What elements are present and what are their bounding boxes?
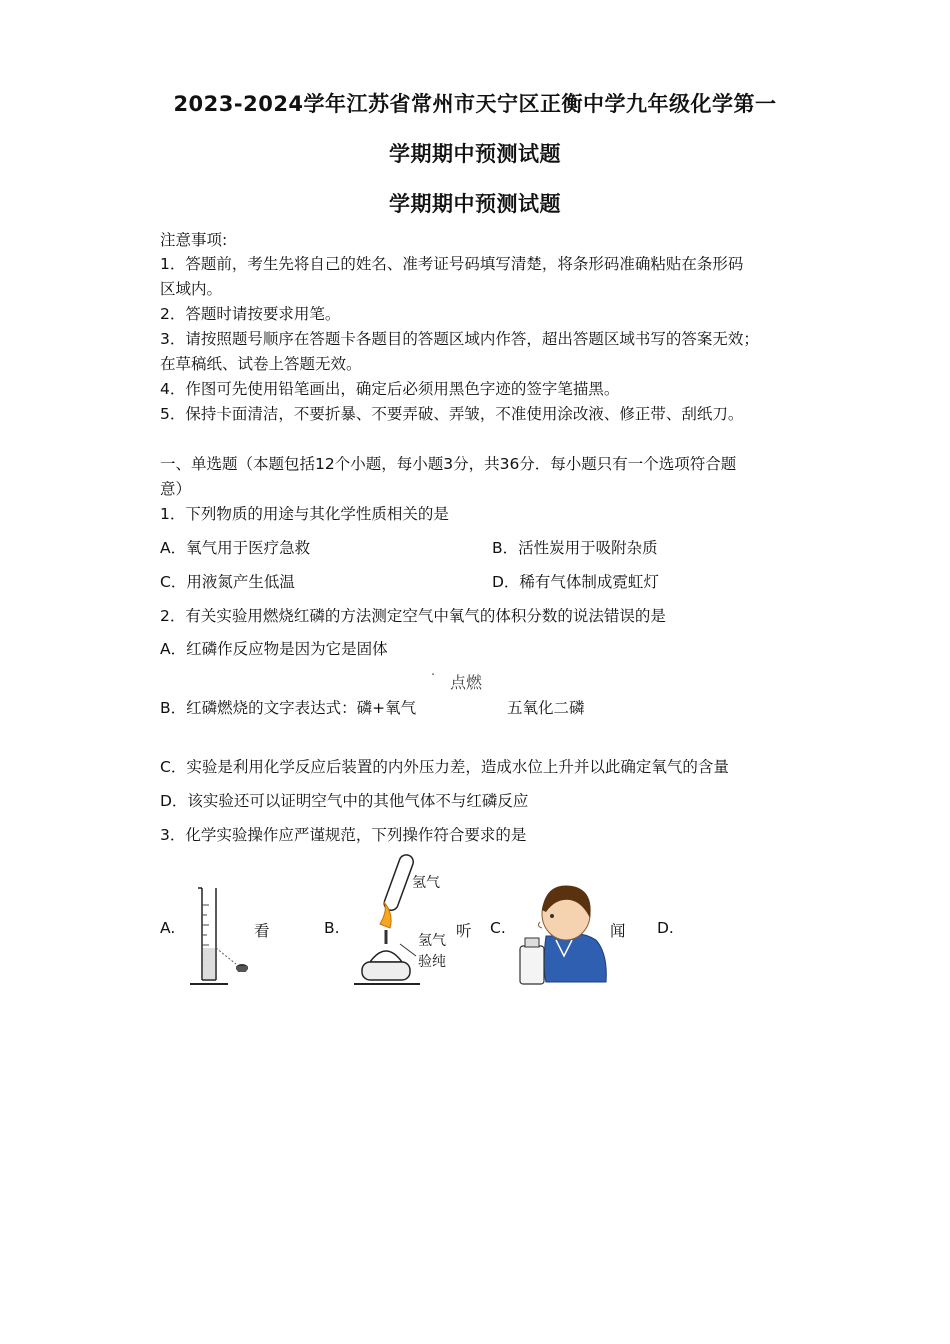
smelling-person-figure <box>516 876 608 988</box>
measuring-cylinder-figure <box>184 880 256 990</box>
page-subtitle: 学期期中预测试题 <box>389 142 561 166</box>
question-1-option-d: D．稀有气体制成霓虹灯 <box>492 573 659 591</box>
page-title: 2023-2024学年江苏省常州市天宁区正衡中学九年级化学第一 <box>173 92 777 116</box>
question-3-option-b-caption: 听 <box>456 922 472 940</box>
question-1-stem: 1．下列物质的用途与其化学性质相关的是 <box>160 505 449 523</box>
notice-item-3-cont: 在草稿纸、试卷上答题无效。 <box>160 355 362 373</box>
question-3-option-b-label: B. <box>324 919 340 937</box>
notice-item-4: 4．作图可先使用铅笔画出，确定后必须用黑色字迹的签字笔描黑。 <box>160 380 620 398</box>
section-heading: 一、单选题（本题包括12个小题，每小题3分，共36分．每小题只有一个选项符合题 <box>160 455 737 473</box>
question-2-option-b: B．红磷燃烧的文字表达式：磷+氧气 <box>160 699 417 717</box>
question-3-option-a-label: A. <box>160 919 176 937</box>
hydrogen-test-label-1: 氢气 <box>418 933 446 949</box>
question-3-stem: 3．化学实验操作应严谨规范，下列操作符合要求的是 <box>160 826 527 844</box>
notice-item-2: 2．答题时请按要求用笔。 <box>160 305 341 323</box>
question-3-option-d-label: D. <box>657 919 674 937</box>
question-3-option-c-label: C. <box>490 919 506 937</box>
reaction-condition: 点燃 <box>450 673 483 692</box>
dot-mark: · <box>431 668 436 683</box>
notice-item-1-cont: 区域内。 <box>160 280 223 298</box>
notice-item-1: 1．答题前，考生先将自己的姓名、准考证号码填写清楚，将条形码准确粘贴在条形码 <box>160 255 744 273</box>
notice-heading: 注意事项: <box>160 231 228 249</box>
question-2-option-d: D．该实验还可以证明空气中的其他气体不与红磷反应 <box>160 792 529 810</box>
hydrogen-tube-label: 氢气 <box>412 875 440 891</box>
question-2-option-b-product: 五氧化二磷 <box>507 699 585 717</box>
question-2-stem: 2．有关实验用燃烧红磷的方法测定空气中氧气的体积分数的说法错误的是 <box>160 607 666 625</box>
question-1-option-c: C．用液氮产生低温 <box>160 573 295 591</box>
question-1-option-a: A．氧气用于医疗急救 <box>160 539 311 557</box>
question-1-option-b: B．活性炭用于吸附杂质 <box>492 539 658 557</box>
notice-item-3: 3．请按照题号顺序在答题卡各题目的答题区域内作答，超出答题区域书写的答案无效； <box>160 330 759 348</box>
notice-item-5: 5．保持卡面清洁，不要折暴、不要弄破、弄皱，不准使用涂改液、修正带、刮纸刀。 <box>160 405 744 423</box>
question-3-option-a-caption: 看 <box>254 922 270 940</box>
page-subtitle-repeat: 学期期中预测试题 <box>389 192 561 216</box>
question-3-option-c-caption: 闻 <box>610 922 626 940</box>
section-heading-cont: 意） <box>160 480 192 498</box>
question-2-option-a: A．红磷作反应物是因为它是固体 <box>160 640 388 658</box>
question-2-option-c: C．实验是利用化学反应后装置的内外压力差，造成水位上升并以此确定氧气的含量 <box>160 758 729 776</box>
hydrogen-test-label-2: 验纯 <box>418 954 446 970</box>
